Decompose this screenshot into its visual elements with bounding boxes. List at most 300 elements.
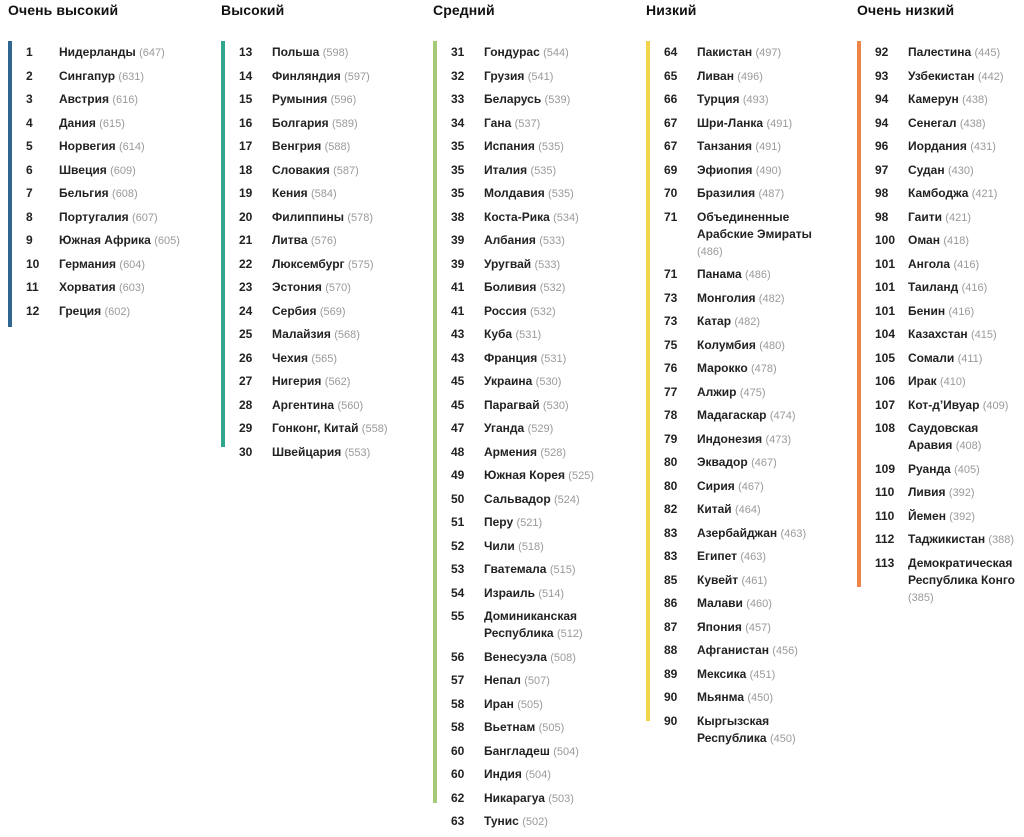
country-name (272, 44, 419, 62)
list-item (451, 813, 596, 831)
rank-number: 101 (875, 280, 896, 294)
score-value: (392) (948, 487, 975, 499)
country-label: Швеция (59, 162, 107, 177)
country-name (697, 337, 822, 355)
list-item (664, 572, 822, 590)
country-label: Гаити (908, 209, 942, 224)
rank-number: 19 (239, 186, 253, 200)
score-value: (589) (332, 117, 358, 130)
country-list (875, 44, 1021, 612)
country-name (484, 209, 596, 227)
country-name (908, 531, 1021, 549)
rank-number: 82 (664, 502, 678, 516)
list-item (26, 138, 206, 156)
score-value: (503) (548, 792, 574, 805)
score-value: (521) (516, 517, 543, 529)
country-name (908, 91, 1021, 109)
country-name (59, 91, 206, 109)
country-name (908, 185, 1021, 203)
country-name (697, 454, 822, 472)
list-item (875, 420, 1021, 455)
rank-number: 3 (26, 92, 33, 106)
score-value: (603) (119, 282, 145, 294)
list-item (664, 525, 822, 543)
score-value: (486) (744, 269, 771, 281)
list-item (664, 266, 822, 284)
country-name (697, 525, 822, 543)
score-value: (461) (741, 574, 768, 587)
country-label: Япония (697, 619, 742, 634)
score-value: (473) (765, 433, 792, 446)
score-value: (421) (971, 188, 998, 200)
country-label: Таиланд (908, 280, 959, 294)
country-label: Узбекистан (908, 68, 975, 83)
list-item (239, 397, 419, 415)
score-value: (607) (132, 211, 158, 224)
country-name (908, 162, 1021, 180)
list-item (664, 548, 822, 566)
score-value: (482) (758, 292, 785, 305)
score-value: (388) (988, 534, 1015, 546)
score-value: (605) (154, 235, 180, 247)
country-label: Кот-д’Ивуар (908, 397, 980, 412)
country-label: Германия (59, 256, 117, 271)
list-item (875, 373, 1021, 391)
rank-number: 8 (26, 209, 33, 224)
country-label: Португалия (59, 209, 129, 224)
country-name (484, 420, 596, 438)
country-label: Судан (908, 162, 945, 177)
score-value: (530) (542, 399, 569, 412)
country-label: Сингапур (59, 68, 116, 83)
country-label: Гонконг, Китай (272, 421, 359, 435)
country-label: Азербайджан (697, 525, 778, 540)
rank-number: 83 (664, 549, 678, 563)
list-item (239, 326, 419, 344)
list-item (451, 303, 596, 321)
score-value: (609) (110, 164, 136, 177)
list-item (451, 514, 596, 532)
list-item (664, 209, 822, 261)
score-value: (615) (99, 117, 125, 130)
country-label: Польша (272, 45, 320, 59)
country-label: Бенин (908, 303, 946, 318)
rank-number: 90 (664, 713, 678, 728)
list-item (239, 303, 419, 321)
list-item (875, 397, 1021, 415)
rank-number: 21 (239, 233, 253, 247)
list-item (451, 373, 596, 391)
country-name (272, 256, 419, 274)
list-item (664, 407, 822, 425)
rank-number: 60 (451, 743, 465, 758)
rank-number: 45 (451, 397, 465, 412)
country-label: Швейцария (272, 444, 342, 459)
country-name (908, 115, 1021, 133)
country-name (697, 360, 822, 378)
list-item (664, 185, 822, 203)
country-label: Колумбия (697, 337, 756, 352)
country-label: Египет (697, 549, 738, 563)
country-name (272, 115, 419, 133)
list-item (451, 444, 596, 462)
rank-number: 49 (451, 468, 465, 482)
country-name (908, 373, 1021, 391)
rank-number: 58 (451, 720, 465, 734)
country-name (484, 491, 596, 509)
list-item (239, 256, 419, 274)
rank-number: 28 (239, 397, 253, 412)
country-label: Камерун (908, 92, 959, 106)
country-label: Шри-Ланка (697, 115, 764, 130)
list-item (239, 209, 419, 227)
list-item (451, 491, 596, 509)
rank-number: 77 (664, 384, 678, 399)
list-item (451, 326, 596, 344)
column-title: Высокий (221, 2, 285, 18)
country-label: Оман (908, 233, 940, 247)
country-name (697, 501, 822, 519)
rank-number: 13 (239, 45, 253, 59)
rank-number: 16 (239, 115, 253, 130)
list-item (664, 44, 822, 62)
country-label: Литва (272, 233, 308, 247)
rank-number: 52 (451, 538, 465, 553)
rank-number: 73 (664, 290, 678, 305)
rank-number: 7 (26, 186, 33, 200)
country-label: Армения (484, 444, 538, 459)
score-value: (570) (325, 282, 351, 294)
rank-number: 93 (875, 68, 889, 83)
rank-number: 31 (451, 45, 465, 59)
score-value: (535) (548, 188, 574, 200)
country-label: Алжир (697, 384, 737, 399)
country-label: Сербия (272, 303, 317, 318)
country-label: Парагвай (484, 397, 540, 412)
country-label: Казахстан (908, 327, 968, 341)
list-item (26, 303, 206, 321)
list-item (451, 44, 596, 62)
score-value: (405) (954, 463, 980, 476)
score-value: (596) (330, 94, 357, 106)
list-item (451, 561, 596, 579)
score-value: (616) (112, 94, 139, 106)
country-name (908, 68, 1021, 86)
country-name (484, 813, 596, 831)
rank-number: 92 (875, 45, 889, 59)
list-item (664, 431, 822, 449)
column-title: Очень высокий (8, 2, 119, 18)
country-name (484, 162, 596, 180)
country-name (484, 672, 596, 690)
rank-number: 106 (875, 374, 896, 388)
rank-number: 107 (875, 397, 896, 412)
rank-number: 71 (664, 267, 678, 281)
rank-number: 35 (451, 139, 465, 153)
rank-number: 15 (239, 92, 253, 106)
country-name (908, 44, 1021, 62)
country-label: Южная Африка (59, 233, 151, 247)
country-name (697, 595, 822, 613)
country-name (908, 138, 1021, 156)
score-value: (515) (549, 564, 576, 576)
list-item (664, 501, 822, 519)
list-item (239, 373, 419, 391)
rank-number: 104 (875, 327, 896, 341)
country-label: Таджикистан (908, 532, 986, 546)
list-item (451, 719, 596, 737)
rank-number: 48 (451, 444, 465, 459)
rank-number: 98 (875, 209, 889, 224)
country-label: Малайзия (272, 327, 331, 341)
score-value: (418) (943, 235, 970, 247)
country-label: Эквадор (697, 455, 748, 469)
country-label: Россия (484, 303, 527, 318)
country-label: Саудовская Аравия (908, 421, 979, 452)
country-label: Чили (484, 538, 515, 553)
country-label: Венесуэла (484, 649, 547, 664)
country-label: Танзания (697, 139, 753, 153)
rank-number: 2 (26, 68, 33, 83)
country-name (484, 467, 596, 485)
score-value: (530) (535, 376, 562, 388)
list-item (451, 350, 596, 368)
rank-number: 57 (451, 673, 465, 687)
score-value: (608) (112, 188, 138, 200)
list-item (875, 484, 1021, 502)
score-value: (507) (524, 675, 550, 687)
rank-number: 22 (239, 256, 253, 271)
score-value: (457) (745, 621, 771, 634)
score-value: (467) (751, 457, 777, 469)
country-name (908, 350, 1021, 368)
list-item (451, 766, 596, 784)
list-item (451, 608, 596, 643)
score-value: (504) (525, 769, 551, 781)
list-item (26, 44, 206, 62)
rank-number: 62 (451, 790, 465, 805)
country-name (697, 619, 822, 637)
score-value: (431) (970, 141, 996, 153)
rank-number: 73 (664, 314, 678, 328)
list-item (875, 44, 1021, 62)
country-label: Турция (697, 92, 740, 106)
score-value: (438) (959, 117, 986, 130)
rank-number: 39 (451, 233, 465, 247)
rank-number: 43 (451, 327, 465, 341)
country-name (272, 350, 419, 368)
country-label: Испания (484, 139, 535, 153)
country-name (272, 420, 419, 438)
score-value: (505) (538, 722, 565, 734)
country-name (697, 115, 822, 133)
country-label: Грузия (484, 68, 525, 83)
list-item (451, 696, 596, 714)
rank-number: 50 (451, 491, 465, 506)
country-label: Аргентина (272, 397, 335, 412)
country-name (59, 138, 206, 156)
score-value: (421) (945, 211, 971, 224)
rank-number: 67 (664, 115, 678, 130)
country-name (272, 138, 419, 156)
country-label: Уганда (484, 421, 525, 435)
score-value: (597) (344, 70, 370, 83)
rank-number: 83 (664, 525, 678, 540)
score-value: (486) (697, 245, 723, 258)
country-label: Нидерланды (59, 45, 136, 59)
country-name (272, 162, 419, 180)
score-value: (535) (538, 141, 564, 153)
list-item (875, 138, 1021, 156)
score-value: (544) (543, 47, 569, 59)
rank-number: 56 (451, 649, 465, 664)
country-name (697, 290, 822, 308)
rank-number: 29 (239, 421, 253, 435)
rank-number: 66 (664, 92, 678, 106)
score-value: (430) (947, 164, 974, 177)
country-label: Кувейт (697, 572, 739, 587)
country-label: Объединенные Арабские Эмираты (697, 209, 812, 241)
country-label: Италия (484, 162, 528, 177)
list-item (239, 232, 419, 250)
rank-number: 34 (451, 115, 465, 130)
country-label: Израиль (484, 585, 535, 600)
country-label: Тунис (484, 814, 519, 828)
country-label: Боливия (484, 280, 537, 294)
list-item (875, 279, 1021, 297)
list-item (451, 743, 596, 761)
rank-number: 79 (664, 431, 678, 446)
score-value: (532) (539, 282, 566, 294)
rank-number: 51 (451, 515, 465, 529)
list-item (451, 585, 596, 603)
score-value: (480) (759, 339, 785, 352)
rank-number: 80 (664, 478, 678, 493)
rank-number: 108 (875, 421, 896, 435)
score-value: (587) (333, 164, 359, 177)
list-item (26, 91, 206, 109)
rank-number: 10 (26, 256, 40, 271)
list-item (451, 232, 596, 250)
country-name (697, 407, 822, 425)
country-name (272, 209, 419, 227)
rank-number: 27 (239, 374, 253, 388)
country-name (697, 572, 822, 590)
country-name (484, 696, 596, 714)
score-value: (487) (758, 188, 785, 200)
country-label: Катар (697, 314, 732, 328)
level-bar (433, 41, 437, 803)
country-name (697, 162, 822, 180)
country-label: Вьетнам (484, 720, 536, 734)
country-name (484, 649, 596, 667)
country-name (484, 743, 596, 761)
country-label: Непал (484, 673, 521, 687)
score-value: (553) (344, 446, 371, 459)
score-value: (569) (319, 305, 346, 318)
country-label: Марокко (697, 361, 748, 375)
list-item (239, 162, 419, 180)
country-name (484, 397, 596, 415)
score-value: (588) (324, 141, 351, 153)
rank-number: 76 (664, 361, 678, 375)
list-item (664, 619, 822, 637)
rank-number: 101 (875, 256, 896, 271)
rank-number: 69 (664, 162, 678, 177)
country-label: Дания (59, 115, 96, 130)
score-value: (568) (334, 329, 360, 341)
score-value: (460) (746, 598, 772, 610)
country-name (908, 326, 1021, 344)
country-name (484, 44, 596, 62)
country-label: Куба (484, 327, 513, 341)
score-value: (415) (970, 329, 997, 341)
country-name (908, 232, 1021, 250)
country-name (697, 91, 822, 109)
score-value: (416) (948, 305, 975, 318)
country-name (59, 115, 206, 133)
list-item (239, 420, 419, 438)
country-label: Молдавия (484, 186, 545, 200)
rank-number: 43 (451, 350, 465, 365)
rank-number: 41 (451, 280, 465, 294)
country-name (697, 666, 822, 684)
rank-number: 94 (875, 115, 889, 130)
country-label: Венгрия (272, 139, 322, 153)
level-bar (8, 41, 12, 327)
score-value: (411) (957, 352, 983, 365)
list-item (239, 115, 419, 133)
rank-number: 35 (451, 162, 465, 177)
country-label: Панама (697, 267, 742, 281)
list-item (451, 538, 596, 556)
rank-number: 63 (451, 814, 465, 828)
country-name (484, 719, 596, 737)
country-label: Коста-Рика (484, 209, 550, 224)
score-value: (602) (104, 305, 131, 318)
country-label: Палестина (908, 45, 972, 59)
list-item (451, 209, 596, 227)
country-list (239, 44, 419, 467)
score-value: (535) (530, 164, 557, 177)
country-label: Эфиопия (697, 162, 753, 177)
country-label: Чехия (272, 350, 308, 365)
country-label: Малави (697, 596, 743, 610)
rank-number: 25 (239, 327, 253, 341)
country-name (484, 232, 596, 250)
country-label: Сомали (908, 350, 955, 365)
country-label: Гана (484, 115, 512, 130)
score-value: (463) (780, 527, 807, 540)
list-item (451, 397, 596, 415)
country-name (908, 209, 1021, 227)
score-value: (408) (955, 440, 982, 452)
level-bar (857, 41, 861, 587)
rank-number: 110 (875, 485, 895, 499)
rank-number: 105 (875, 350, 896, 365)
country-label: Бангладеш (484, 743, 550, 758)
country-label: Кыргызская Республика (697, 713, 770, 745)
country-name (484, 585, 596, 603)
score-value: (493) (742, 94, 769, 106)
country-label: Руанда (908, 461, 951, 476)
country-name (484, 68, 596, 86)
country-label: Словакия (272, 162, 330, 177)
score-value: (482) (734, 316, 761, 328)
level-bar (221, 41, 225, 447)
score-value: (598) (322, 47, 349, 59)
list-item (875, 256, 1021, 274)
